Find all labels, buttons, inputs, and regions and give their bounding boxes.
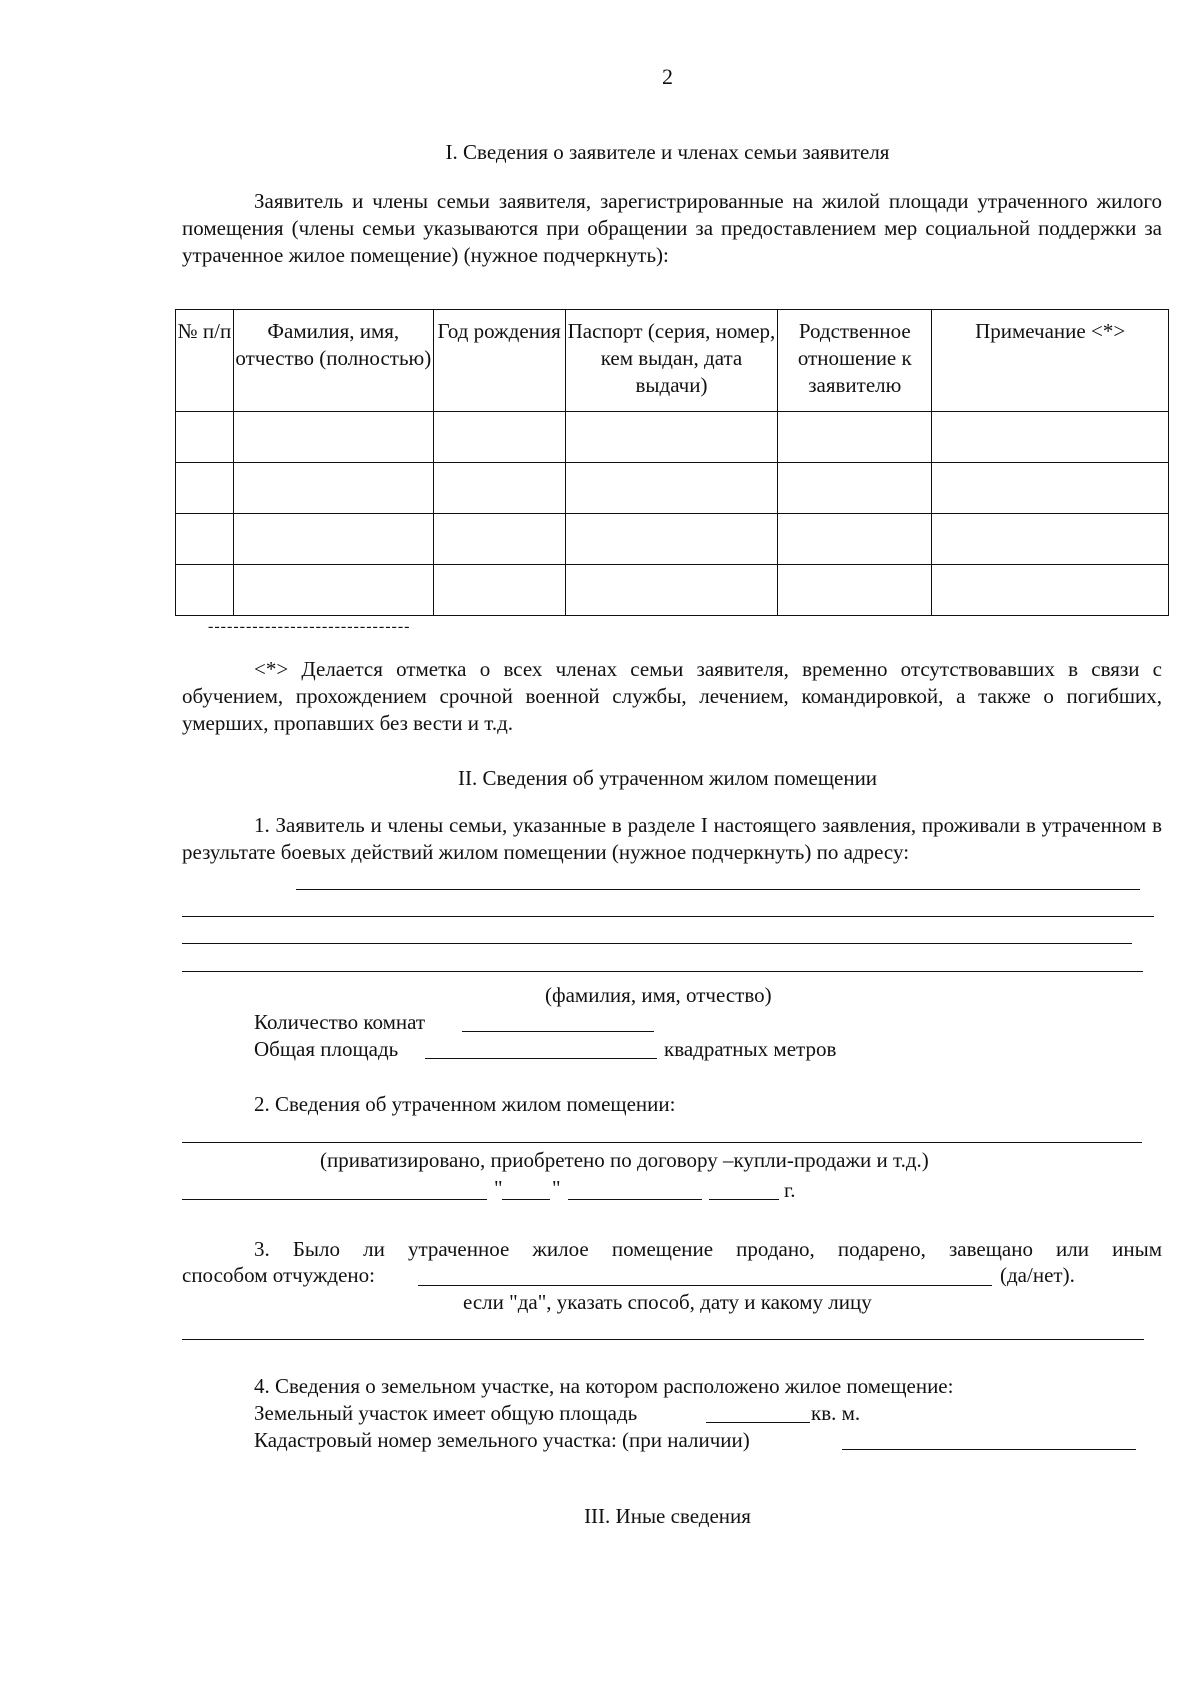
table-row [176, 514, 1169, 565]
table-header-row [176, 310, 1169, 412]
table-cell[interactable] [932, 463, 1169, 514]
table-cell[interactable] [233, 412, 433, 463]
table-cell[interactable] [778, 412, 932, 463]
table-cell[interactable] [778, 463, 932, 514]
section-1-intro [182, 188, 1162, 269]
col-header-birth-year: Год рождения [433, 310, 565, 412]
table-cell[interactable] [565, 514, 778, 565]
land-area-label: Земельный участок имеет общую площадь [254, 1401, 638, 1425]
footnote [182, 656, 1162, 737]
date-quote-close: " [552, 1176, 561, 1200]
table-cell[interactable] [176, 514, 234, 565]
area-field[interactable] [425, 1058, 657, 1059]
item-3-caption: если "да", указать способ, дату и какому лицу [463, 1290, 872, 1314]
document-field[interactable] [182, 1199, 487, 1200]
section-1-intro-text: Заявитель и члены семьи заявителя, зарегистрированные на жилой площади утраченного жилого помещения (члены семьи указываются при обращении за предоставлением мер социальной поддержки за утраченное жилое помещение) (нужное подчеркнуть): [182, 189, 1162, 267]
table-cell[interactable] [565, 412, 778, 463]
table-cell[interactable] [233, 565, 433, 616]
table-cell[interactable] [433, 463, 565, 514]
item-1-body: 1. Заявитель и члены семьи, указанные в разделе I настоящего заявления, проживали в утраченном в результате боевых действий жилом помещении (нужное подчеркнуть) по адресу: [182, 813, 1162, 864]
item-2-caption: (приватизировано, приобретено по договору –купли-продажи и т.д.) [320, 1148, 929, 1172]
item-2-field[interactable] [182, 1142, 1142, 1143]
table-row [176, 463, 1169, 514]
table-cell[interactable] [932, 514, 1169, 565]
date-year-suffix: г. [784, 1178, 796, 1202]
item-3-field[interactable] [418, 1285, 992, 1286]
address-line[interactable] [182, 943, 1132, 944]
col-header-passport: Паспорт (серия, номер, кем выдан, дата выдачи) [565, 310, 778, 412]
cadastral-field[interactable] [842, 1449, 1136, 1450]
footnote-text: <*> Делается отметка о всех членах семьи заявителя, временно отсутствовавших в связи с обучением, прохождением срочной военной службы, лечением, командировкой, а также о погибших, умерших, пропавших без вести и т.д. [182, 657, 1162, 735]
family-members-table [175, 309, 1169, 616]
table-cell[interactable] [233, 514, 433, 565]
section-3-title: III. Иные сведения [584, 1504, 751, 1528]
address-line[interactable] [296, 889, 1140, 890]
table-cell[interactable] [233, 463, 433, 514]
page-number: 2 [662, 64, 673, 89]
cadastral-label: Кадастровый номер земельного участка: (при наличии) [254, 1428, 750, 1452]
section-2-title: II. Сведения об утраченном жилом помещении [457, 766, 878, 790]
item-3-part-1: 3. Было ли утраченное жилое помещение продано, подарено, завещано или иным [254, 1237, 1162, 1261]
fio-line[interactable] [182, 971, 1143, 972]
table-cell[interactable] [932, 412, 1169, 463]
table-row [176, 565, 1169, 616]
col-header-full-name: Фамилия, имя, отчество (полностью) [233, 310, 433, 412]
address-line[interactable] [182, 916, 1154, 917]
rooms-field[interactable] [462, 1031, 654, 1032]
item-3-line-1 [182, 1236, 1162, 1263]
item-3-details-field[interactable] [182, 1339, 1144, 1340]
item-4-text: 4. Сведения о земельном участке, на котором расположено жилое помещение: [254, 1374, 954, 1398]
col-header-relation: Родственное отношение к заявителю [778, 310, 932, 412]
item-3-suffix: (да/нет). [1000, 1263, 1075, 1287]
rooms-label: Количество комнат [254, 1010, 426, 1034]
col-header-number: № п/п [176, 310, 234, 412]
table-cell[interactable] [565, 565, 778, 616]
land-area-field[interactable] [706, 1422, 810, 1423]
table-cell[interactable] [176, 463, 234, 514]
area-label: Общая площадь [254, 1037, 399, 1061]
item-1-text [182, 812, 1162, 866]
date-month-field[interactable] [568, 1199, 702, 1200]
item-3-part-2: способом отчуждено: [182, 1263, 375, 1287]
land-area-unit: кв. м. [811, 1401, 861, 1425]
table-cell[interactable] [778, 565, 932, 616]
table-cell[interactable] [433, 514, 565, 565]
table-cell[interactable] [176, 412, 234, 463]
table-row [176, 412, 1169, 463]
table-cell[interactable] [433, 565, 565, 616]
footnote-separator: -------------------------------- [208, 618, 411, 635]
item-2-text: 2. Сведения об утраченном жилом помещении: [254, 1092, 676, 1116]
date-year-field[interactable] [709, 1199, 779, 1200]
table-cell[interactable] [433, 412, 565, 463]
date-day-field[interactable] [502, 1199, 550, 1200]
table-cell[interactable] [565, 463, 778, 514]
table-cell[interactable] [176, 565, 234, 616]
table-cell[interactable] [932, 565, 1169, 616]
area-unit: квадратных метров [664, 1037, 837, 1061]
fio-caption: (фамилия, имя, отчество) [545, 983, 772, 1007]
col-header-note: Примечание <*> [932, 310, 1169, 412]
table-cell[interactable] [778, 514, 932, 565]
date-quote-open: " [494, 1176, 503, 1200]
section-1-title: I. Сведения о заявителе и членах семьи заявителя [445, 140, 890, 164]
